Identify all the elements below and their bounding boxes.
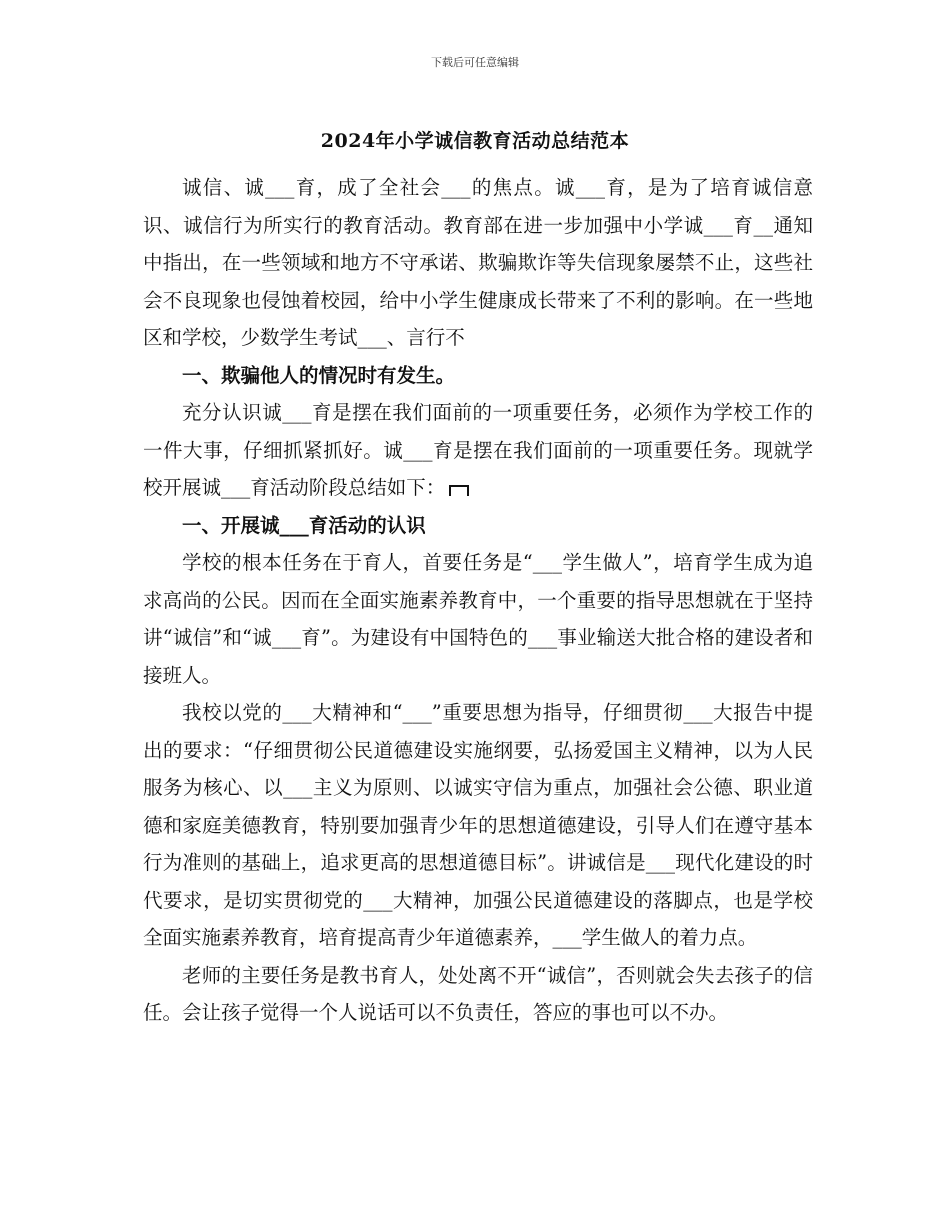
- document-title: 2024年小学诚信教育活动总结范本: [320, 130, 630, 152]
- paragraph-awareness: [143, 394, 813, 507]
- paragraph-awareness-text: 充分认识诚___育是摆在我们面前的一项重要任务，必须作为学校工作的一件大事，仔细抓紧抓好。诚___育是摆在我们面前的一项重要任务。现就学校开展诚___育活动阶段总结如下：: [143, 401, 813, 499]
- document-body: [143, 169, 813, 1032]
- paragraph-intro: 诚信、诚___育，成了全社会___的焦点。诚___育，是为了培育诚信意识、诚信行为所实行的教育活动。教育部在进一步加强中小学诚___育__通知中指出，在一些领域和地方不守承诺、欺骗欺诈等失信现象屡禁不止，这些社会不良现象也侵蚀着校园，给中小学生健康成长带来了不利的影响。在一些地区和学校，少数学生考试___、言行不: [143, 176, 813, 349]
- header-note: 下载后可任意编辑: [431, 56, 519, 69]
- paragraph-mission: 学校的根本任务在于育人，首要任务是“___学生做人”，培育学生成为追求高尚的公民。因而在全面实施素养教育中，一个重要的指导思想就在于坚持讲“诚信”和“诚___育”。为建设有中国特色的___事业输送大批合格的建设者和接班人。: [143, 551, 813, 687]
- bracket-mark-icon: [449, 485, 469, 496]
- paragraph-teachers: 老师的主要任务是教书育人，处处离不开“诚信”，否则就会失去孩子的信任。会让孩子觉得一个人说话可以不负责任，答应的事也可以不办。: [143, 963, 813, 1024]
- paragraph-guidance: 我校以党的___大精神和“___”重要思想为指导，仔细贯彻___大报告中提出的要求：“仔细贯彻公民道德建设实施纲要，弘扬爱国主义精神，以为人民服务为核心、以___主义为原则、以诚实守信为重点，加强社会公德、职业道德和家庭美德教育，特别要加强青少年的思想道德建设，引导人们在遵守基本行为准则的基础上，追求更高的思想道德目标”。讲诚信是___现代化建设的时代要求，是切实贯彻党的___大精神，加强公民道德建设的落脚点，也是学校全面实施素养教育，培育提高青少年道德素养，___学生做人的着力点。: [143, 701, 813, 949]
- section-heading-2: 一、开展诚___育活动的认识: [182, 513, 426, 537]
- section-heading-1: 一、欺骗他人的情况时有发生。: [182, 363, 456, 387]
